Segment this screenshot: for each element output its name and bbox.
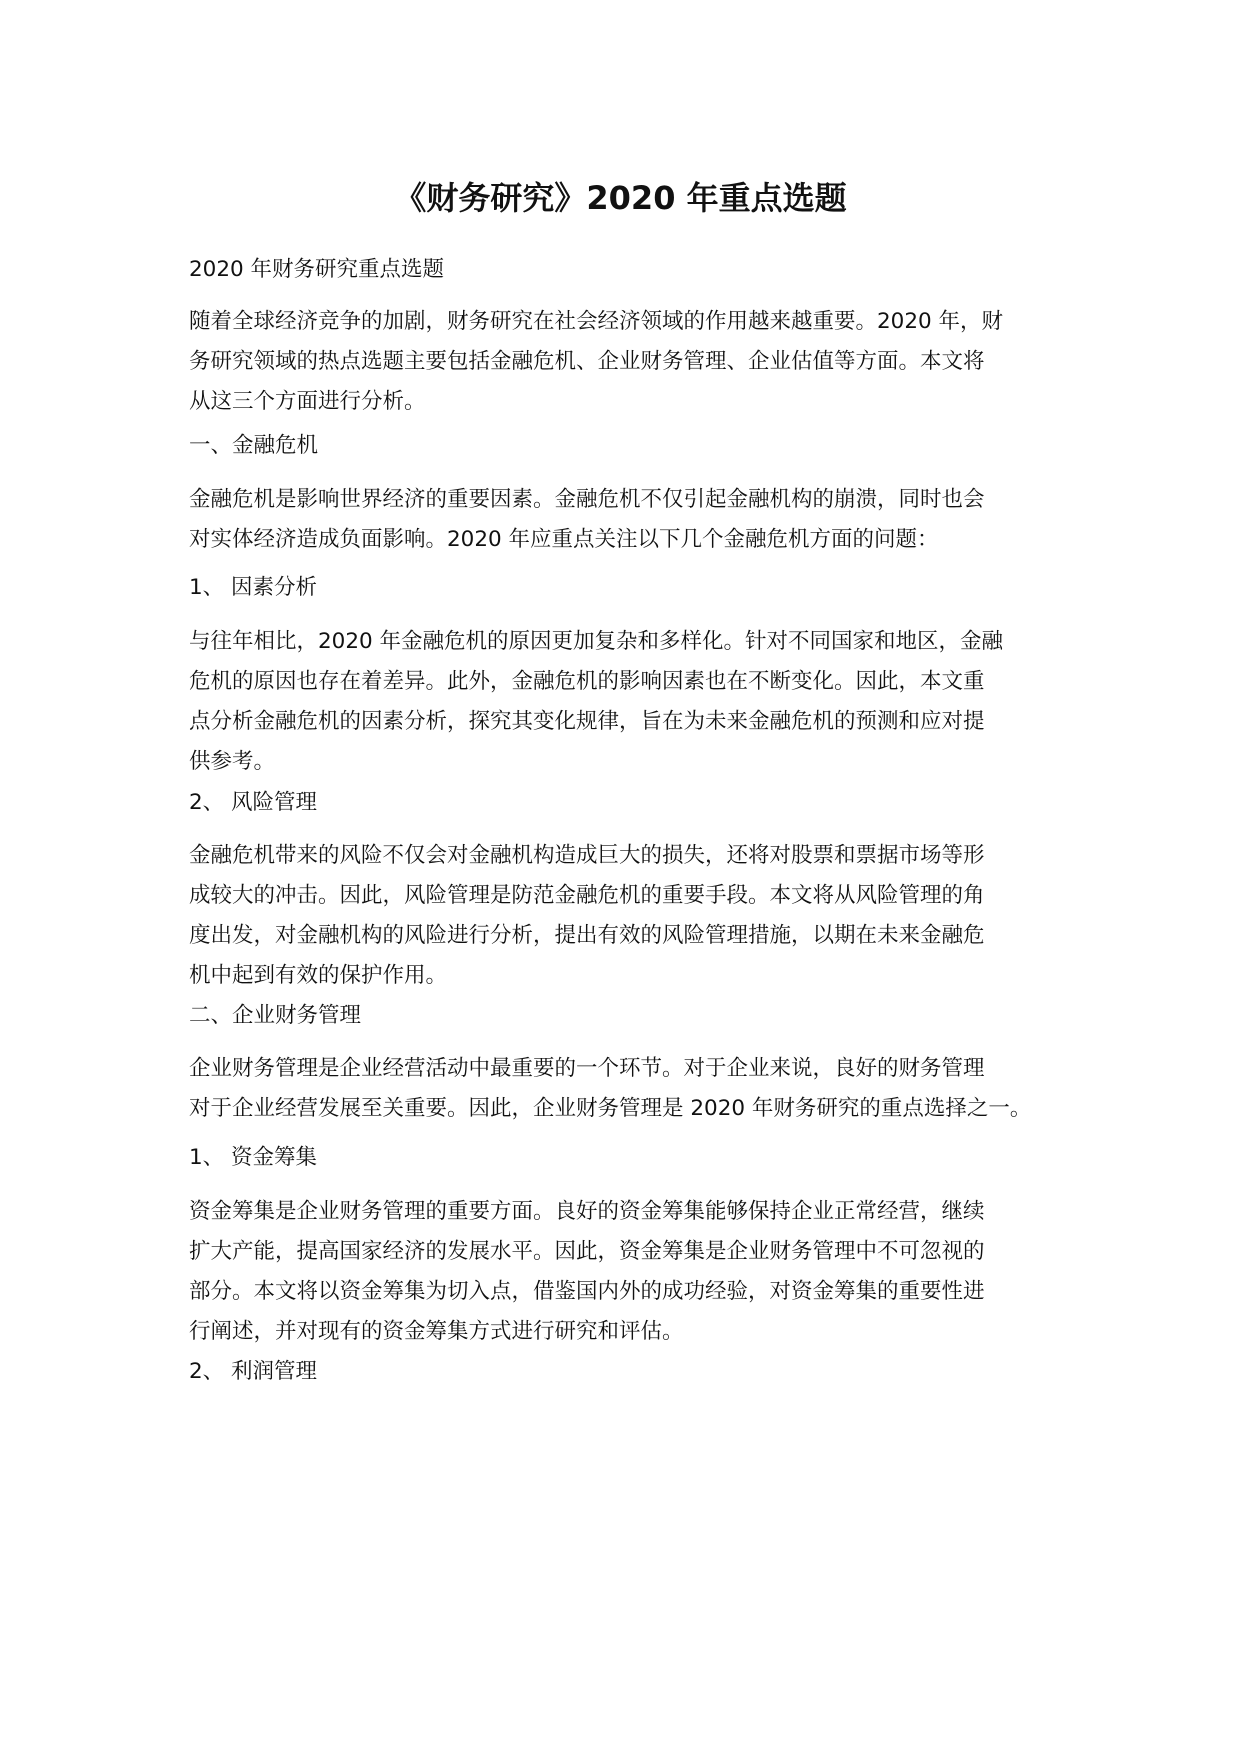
subheading-factor-analysis: 1、 因素分析: [189, 575, 318, 600]
paragraph-line: 点分析金融危机的因素分析，探究其变化规律，旨在为未来金融危机的预测和应对提: [189, 709, 985, 734]
paragraph-line: 企业财务管理是企业经营活动中最重要的一个环节。对于企业来说，良好的财务管理: [189, 1056, 985, 1081]
paragraph-line: 从这三个方面进行分析。: [189, 389, 426, 414]
paragraph-line: 资金筹集是企业财务管理的重要方面。良好的资金筹集能够保持企业正常经营，继续: [189, 1199, 985, 1224]
document-subtitle: 2020 年财务研究重点选题: [189, 257, 445, 282]
paragraph-line: 金融危机带来的风险不仅会对金融机构造成巨大的损失，还将对股票和票据市场等形: [189, 843, 985, 868]
paragraph-line: 对实体经济造成负面影响。2020 年应重点关注以下几个金融危机方面的问题：: [189, 527, 939, 552]
subheading-risk-management: 2、 风险管理: [189, 790, 318, 815]
intro-paragraph: [189, 302, 1069, 422]
paragraph-line: 成较大的冲击。因此，风险管理是防范金融危机的重要手段。本文将从风险管理的角: [189, 883, 985, 908]
fund-raising-paragraph: [189, 1192, 1069, 1352]
section-heading-corporate-finance: 二、企业财务管理: [189, 1003, 362, 1028]
page-title: 《财务研究》2020 年重点选题: [394, 179, 847, 217]
corporate-finance-paragraph: [189, 1049, 1069, 1129]
subheading-profit-management: 2、 利润管理: [189, 1359, 318, 1384]
paragraph-line: 行阐述，并对现有的资金筹集方式进行研究和评估。: [189, 1319, 684, 1344]
paragraph-line: 度出发，对金融机构的风险进行分析，提出有效的风险管理措施，以期在未来金融危: [189, 923, 985, 948]
subheading-fund-raising: 1、 资金筹集: [189, 1145, 318, 1170]
paragraph-line: 金融危机是影响世界经济的重要因素。金融危机不仅引起金融机构的崩溃，同时也会: [189, 487, 985, 512]
paragraph-line: 与往年相比，2020 年金融危机的原因更加复杂和多样化。针对不同国家和地区，金融: [189, 629, 1004, 654]
paragraph-line: 对于企业经营发展至关重要。因此，企业财务管理是 2020 年财务研究的重点选择之一。: [189, 1096, 1032, 1121]
paragraph-line: 供参考。: [189, 749, 276, 774]
paragraph-line: 机中起到有效的保护作用。: [189, 963, 448, 988]
section-heading-financial-crisis: 一、金融危机: [189, 433, 319, 458]
paragraph-line: 务研究领域的热点选题主要包括金融危机、企业财务管理、企业估值等方面。本文将: [189, 349, 985, 374]
paragraph-line: 部分。本文将以资金筹集为切入点，借鉴国内外的成功经验，对资金筹集的重要性进: [189, 1279, 985, 1304]
factor-analysis-paragraph: [189, 622, 1069, 782]
financial-crisis-paragraph: [189, 480, 1069, 560]
paragraph-line: 随着全球经济竞争的加剧，财务研究在社会经济领域的作用越来越重要。2020 年，财: [189, 309, 1004, 334]
paragraph-line: 扩大产能，提高国家经济的发展水平。因此，资金筹集是企业财务管理中不可忽视的: [189, 1239, 985, 1264]
risk-management-paragraph: [189, 836, 1069, 996]
paragraph-line: 危机的原因也存在着差异。此外，金融危机的影响因素也在不断变化。因此，本文重: [189, 669, 985, 694]
